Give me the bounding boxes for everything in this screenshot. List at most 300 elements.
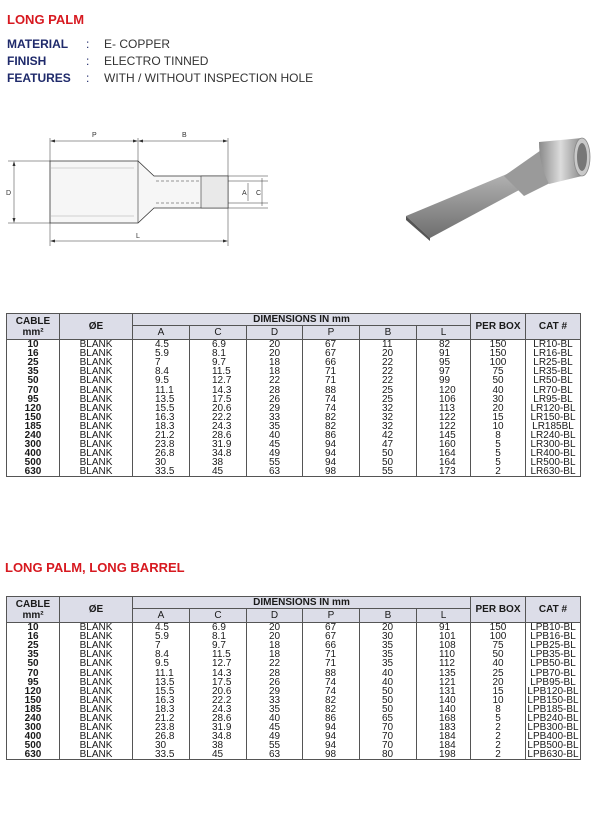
header-cable: CABLE mm² (7, 314, 60, 340)
cell-b: 65 (360, 714, 417, 723)
cell-cat: LPB300-BL (527, 722, 579, 734)
cell-per-box: 50 (471, 650, 526, 659)
cell-cable: 185 (7, 422, 60, 431)
cell-dia: BLANK (60, 422, 133, 431)
cell-l: 91 (417, 623, 471, 633)
cell-p: 88 (303, 385, 360, 394)
cell-l: 122 (417, 422, 471, 431)
cell-c: 24.3 (190, 422, 247, 431)
cell-d: 55 (247, 741, 303, 750)
cell-a: 15.5 (133, 404, 190, 413)
cell-a: 23.8 (133, 440, 190, 449)
cell-dia: BLANK (60, 395, 133, 404)
cell-d: 18 (247, 358, 303, 367)
cell-dia: BLANK (60, 404, 133, 413)
cell-dia: BLANK (60, 367, 133, 376)
spec-label: FINISH (7, 54, 47, 68)
cell-p: 94 (303, 723, 360, 732)
cell-b: 32 (360, 413, 417, 422)
cell-l: 184 (417, 741, 471, 750)
cell-p: 94 (303, 458, 360, 467)
cell-cat: LR70-BL (526, 385, 581, 394)
cell-p: 66 (303, 358, 360, 367)
cell-c: 12.7 (190, 659, 247, 668)
cell-cable: 16 (7, 349, 60, 358)
cell-per-box: 10 (471, 422, 526, 431)
cell-l: 121 (417, 678, 471, 687)
cell-cat: LPB10-BL (526, 623, 581, 633)
cell-cat: LR35-BL (526, 367, 581, 376)
cell-p: 98 (303, 467, 360, 477)
cell-cat: LR185BL (526, 422, 581, 431)
cell-cat: LR50-BL (526, 376, 581, 385)
spec-value: WITH / WITHOUT INSPECTION HOLE (104, 71, 314, 85)
cell-d: 29 (247, 687, 303, 696)
cell-dia: BLANK (60, 431, 133, 440)
cell-b: 50 (360, 705, 417, 714)
cell-l: 110 (417, 650, 471, 659)
cell-p: 82 (303, 705, 360, 714)
cell-per-box: 2 (471, 741, 526, 750)
spec-label: FEATURES (7, 71, 71, 85)
cell-l: 173 (417, 467, 471, 477)
header-cat: CAT # (526, 597, 581, 623)
header-col-b: B (360, 609, 417, 623)
spec-colon: : (86, 37, 90, 51)
cell-p: 67 (303, 632, 360, 641)
cell-per-box: 20 (471, 404, 526, 413)
cell-p: 71 (303, 367, 360, 376)
cell-c: 34.8 (190, 449, 247, 458)
cell-a: 15.5 (133, 687, 190, 696)
cell-cat: LR25-BL (526, 358, 581, 367)
cell-l: 135 (417, 668, 471, 677)
cell-dia: BLANK (60, 340, 133, 350)
cell-cat: LR10-BL (526, 340, 581, 350)
cell-c: 14.3 (190, 385, 247, 394)
cell-p: 86 (303, 714, 360, 723)
cell-l: 108 (417, 641, 471, 650)
header-col-a: A (133, 609, 190, 623)
cell-cable: 25 (7, 358, 60, 367)
cell-d: 35 (247, 705, 303, 714)
cell-l: 91 (417, 349, 471, 358)
cell-cable: 150 (7, 696, 60, 705)
cell-per-box: 8 (471, 705, 526, 714)
cell-a: 8.4 (133, 650, 190, 659)
cell-per-box: 5 (471, 714, 526, 723)
header-col-c: C (190, 609, 247, 623)
cell-c: 17.5 (190, 678, 247, 687)
cell-cable: 630 (7, 750, 60, 760)
cell-per-box: 40 (471, 659, 526, 668)
cell-cat: LPB16-BL (526, 632, 581, 641)
cell-per-box: 20 (471, 678, 526, 687)
cell-cable: 95 (7, 678, 60, 687)
spec-colon: : (86, 54, 90, 68)
cell-dia: BLANK (60, 385, 133, 394)
cell-c: 31.9 (190, 723, 247, 732)
cell-cable: 400 (7, 449, 60, 458)
section-title-2: LONG PALM, LONG BARREL (5, 560, 185, 575)
cell-dia: BLANK (60, 413, 133, 422)
cell-b: 70 (360, 732, 417, 741)
cell-cat: LR95-BL (526, 395, 581, 404)
cell-p: 74 (303, 678, 360, 687)
cell-a: 16.3 (133, 413, 190, 422)
cell-b: 25 (360, 395, 417, 404)
cell-cable: 120 (7, 404, 60, 413)
cell-p: 94 (303, 440, 360, 449)
cell-d: 22 (247, 659, 303, 668)
cell-d: 20 (247, 632, 303, 641)
cell-cat: LR300-BL (526, 440, 581, 449)
cell-b: 22 (360, 358, 417, 367)
cell-d: 29 (247, 404, 303, 413)
cell-l: 101 (417, 632, 471, 641)
header-col-b: B (360, 326, 417, 340)
cell-dia: BLANK (60, 732, 133, 741)
cell-d: 33 (247, 413, 303, 422)
cell-b: 70 (360, 723, 417, 732)
dim-label-p: P (92, 132, 97, 139)
cell-per-box: 15 (471, 413, 526, 422)
cell-dia: BLANK (60, 723, 133, 732)
cell-cat: LR120-BL (526, 404, 581, 413)
cell-l: 198 (417, 750, 471, 760)
cell-p: 71 (303, 650, 360, 659)
cell-c: 45 (190, 467, 247, 477)
cell-c: 8.1 (190, 632, 247, 641)
cell-cable: 95 (7, 395, 60, 404)
cell-b: 32 (360, 422, 417, 431)
cell-b: 11 (360, 340, 417, 350)
cell-b: 42 (360, 431, 417, 440)
cell-dia: BLANK (60, 714, 133, 723)
cell-c: 9.7 (190, 641, 247, 650)
cell-cable: 400 (7, 732, 60, 741)
cell-dia: BLANK (60, 449, 133, 458)
header-dia: ØE (60, 597, 133, 623)
cell-d: 63 (247, 750, 303, 760)
cell-b: 22 (360, 376, 417, 385)
cell-d: 45 (247, 440, 303, 449)
cell-dia: BLANK (60, 696, 133, 705)
cell-b: 50 (360, 696, 417, 705)
cell-l: 106 (417, 395, 471, 404)
cell-c: 22.2 (190, 413, 247, 422)
table-body (7, 340, 581, 477)
cell-c: 6.9 (190, 340, 247, 350)
cell-b: 47 (360, 440, 417, 449)
cell-dia: BLANK (60, 705, 133, 714)
header-col-a: A (133, 326, 190, 340)
cell-l: 99 (417, 376, 471, 385)
cell-l: 113 (417, 404, 471, 413)
cell-p: 88 (303, 668, 360, 677)
cell-cable: 300 (7, 723, 60, 732)
cell-d: 28 (247, 668, 303, 677)
cell-c: 20.6 (190, 404, 247, 413)
cell-c: 28.6 (190, 714, 247, 723)
cell-cat: LPB185-BL (527, 703, 579, 715)
cell-a: 30 (133, 741, 190, 750)
cell-a: 9.5 (133, 376, 190, 385)
cell-a: 33.5 (133, 467, 190, 477)
cell-a: 7 (133, 358, 190, 367)
cell-d: 20 (247, 349, 303, 358)
cell-cable: 35 (7, 367, 60, 376)
cell-cable: 70 (7, 668, 60, 677)
cell-d: 22 (247, 376, 303, 385)
cell-cat: LPB400-BL (527, 731, 579, 743)
cell-b: 40 (360, 668, 417, 677)
cell-dia: BLANK (60, 659, 133, 668)
cell-cat: LPB70-BL (526, 668, 581, 677)
cell-dia: BLANK (60, 623, 133, 633)
cell-p: 82 (303, 413, 360, 422)
cell-b: 20 (360, 349, 417, 358)
lug-product-image (404, 136, 599, 241)
cell-l: 120 (417, 385, 471, 394)
cell-c: 9.7 (190, 358, 247, 367)
cell-c: 38 (190, 741, 247, 750)
cell-a: 11.1 (133, 385, 190, 394)
cell-b: 70 (360, 741, 417, 750)
cell-cat: LR400-BL (526, 449, 581, 458)
cell-a: 7 (133, 641, 190, 650)
cell-b: 50 (360, 458, 417, 467)
cell-c: 45 (190, 750, 247, 760)
cell-per-box: 2 (471, 467, 526, 477)
cell-a: 26.8 (133, 449, 190, 458)
cell-p: 74 (303, 687, 360, 696)
spec-row-features (7, 70, 313, 87)
cell-cat: LR16-BL (526, 349, 581, 358)
cell-a: 4.5 (133, 340, 190, 350)
cell-dia: BLANK (60, 641, 133, 650)
cell-d: 20 (247, 623, 303, 633)
cell-cable: 50 (7, 376, 60, 385)
cell-cable: 16 (7, 632, 60, 641)
cell-c: 14.3 (190, 668, 247, 677)
cell-cat: LPB500-BL (527, 740, 579, 752)
cell-l: 112 (417, 659, 471, 668)
header-per-box: PER BOX (471, 597, 526, 623)
cell-c: 34.8 (190, 732, 247, 741)
cell-p: 82 (303, 696, 360, 705)
cell-per-box: 150 (471, 349, 526, 358)
cell-dia: BLANK (60, 632, 133, 641)
cell-p: 94 (303, 741, 360, 750)
cell-p: 67 (303, 349, 360, 358)
cell-a: 8.4 (133, 367, 190, 376)
cell-l: 164 (417, 458, 471, 467)
spec-row-material (7, 36, 313, 53)
cell-a: 4.5 (133, 623, 190, 633)
cell-cat: LPB35-BL (526, 650, 581, 659)
cell-per-box: 5 (471, 458, 526, 467)
cell-p: 74 (303, 395, 360, 404)
cell-p: 94 (303, 449, 360, 458)
cell-l: 131 (417, 687, 471, 696)
header-col-l: L (417, 609, 471, 623)
cell-a: 5.9 (133, 349, 190, 358)
header-col-c: C (190, 326, 247, 340)
technical-drawing (6, 128, 276, 253)
cell-dia: BLANK (60, 458, 133, 467)
cell-c: 6.9 (190, 623, 247, 633)
cell-cat: LR150-BL (526, 413, 581, 422)
cell-d: 49 (247, 449, 303, 458)
cell-d: 18 (247, 650, 303, 659)
cell-per-box: 5 (471, 440, 526, 449)
cell-per-box: 40 (471, 385, 526, 394)
cell-a: 5.9 (133, 632, 190, 641)
cell-c: 12.7 (190, 376, 247, 385)
cell-b: 32 (360, 404, 417, 413)
spec-value: E- COPPER (104, 37, 171, 51)
cell-d: 33 (247, 696, 303, 705)
cell-per-box: 15 (471, 687, 526, 696)
cell-per-box: 100 (471, 632, 526, 641)
cell-per-box: 8 (471, 431, 526, 440)
header-dia: ØE (60, 314, 133, 340)
cell-b: 25 (360, 385, 417, 394)
cell-cable: 630 (7, 467, 60, 477)
cell-b: 22 (360, 367, 417, 376)
cell-dia: BLANK (60, 358, 133, 367)
cell-p: 74 (303, 404, 360, 413)
cell-d: 40 (247, 431, 303, 440)
header-cat: CAT # (526, 314, 581, 340)
cell-a: 26.8 (133, 732, 190, 741)
cell-d: 18 (247, 367, 303, 376)
cell-dia: BLANK (60, 440, 133, 449)
cell-cat: LPB120-BL (527, 685, 579, 697)
cell-p: 82 (303, 422, 360, 431)
cell-c: 8.1 (190, 349, 247, 358)
cell-cable: 240 (7, 714, 60, 723)
cell-a: 9.5 (133, 659, 190, 668)
cell-per-box: 50 (471, 376, 526, 385)
section-title: LONG PALM (7, 12, 85, 27)
cell-b: 80 (360, 750, 417, 760)
cell-b: 50 (360, 449, 417, 458)
cell-dia: BLANK (60, 750, 133, 760)
cell-dia: BLANK (60, 678, 133, 687)
header-dimensions: DIMENSIONS IN mm (133, 314, 471, 326)
cell-l: 145 (417, 431, 471, 440)
dim-label-d: D (6, 190, 12, 197)
cell-per-box: 30 (471, 395, 526, 404)
cell-d: 45 (247, 723, 303, 732)
cell-cable: 120 (7, 687, 60, 696)
cell-cable: 240 (7, 431, 60, 440)
cell-cat: LR500-BL (526, 458, 581, 467)
cell-c: 28.6 (190, 431, 247, 440)
cell-a: 21.2 (133, 431, 190, 440)
cell-a: 23.8 (133, 723, 190, 732)
cell-per-box: 75 (471, 641, 526, 650)
table-row (7, 750, 581, 760)
dim-label-l: L (136, 233, 140, 240)
cell-a: 13.5 (133, 678, 190, 687)
cell-l: 164 (417, 449, 471, 458)
cell-a: 21.2 (133, 714, 190, 723)
cell-d: 20 (247, 340, 303, 350)
table-row (7, 467, 581, 477)
cell-c: 11.5 (190, 367, 247, 376)
cell-a: 11.1 (133, 668, 190, 677)
header-col-d: D (247, 326, 303, 340)
cell-c: 31.9 (190, 440, 247, 449)
cell-c: 24.3 (190, 705, 247, 714)
cell-cable: 185 (7, 705, 60, 714)
spec-label: MATERIAL (7, 37, 69, 51)
cell-cable: 50 (7, 659, 60, 668)
cell-b: 35 (360, 650, 417, 659)
cell-per-box: 150 (471, 623, 526, 633)
cell-per-box: 10 (471, 696, 526, 705)
cell-dia: BLANK (60, 650, 133, 659)
cell-p: 66 (303, 641, 360, 650)
cell-cable: 25 (7, 641, 60, 650)
cell-a: 16.3 (133, 696, 190, 705)
dimensions-table-long-palm (6, 313, 581, 477)
cell-b: 30 (360, 632, 417, 641)
cell-dia: BLANK (60, 687, 133, 696)
spec-list (7, 36, 313, 87)
cell-c: 20.6 (190, 687, 247, 696)
cell-a: 18.3 (133, 422, 190, 431)
cell-a: 30 (133, 458, 190, 467)
cell-p: 71 (303, 376, 360, 385)
dimensions-table-long-barrel (6, 596, 581, 760)
header-col-p: P (303, 326, 360, 340)
cell-c: 38 (190, 458, 247, 467)
cell-d: 26 (247, 395, 303, 404)
cell-per-box: 75 (471, 367, 526, 376)
cell-per-box: 100 (471, 358, 526, 367)
cell-l: 140 (417, 705, 471, 714)
cell-p: 71 (303, 659, 360, 668)
cell-p: 67 (303, 340, 360, 350)
cell-b: 20 (360, 623, 417, 633)
cell-b: 35 (360, 641, 417, 650)
cell-cat: LPB50-BL (526, 659, 581, 668)
cell-a: 33.5 (133, 750, 190, 760)
cell-dia: BLANK (60, 668, 133, 677)
cell-per-box: 5 (471, 449, 526, 458)
header-col-d: D (247, 609, 303, 623)
cell-cat: LR240-BL (526, 431, 581, 440)
cell-l: 168 (417, 714, 471, 723)
header-col-p: P (303, 609, 360, 623)
cell-cat: LPB240-BL (527, 712, 579, 724)
spec-value: ELECTRO TINNED (104, 54, 209, 68)
cell-d: 49 (247, 732, 303, 741)
cell-dia: BLANK (60, 467, 133, 477)
cell-b: 35 (360, 659, 417, 668)
cell-cable: 500 (7, 741, 60, 750)
cell-d: 35 (247, 422, 303, 431)
cell-l: 82 (417, 340, 471, 350)
cell-l: 160 (417, 440, 471, 449)
cell-per-box: 150 (471, 340, 526, 350)
dim-label-a: A (242, 190, 247, 197)
spec-row-finish (7, 53, 313, 70)
